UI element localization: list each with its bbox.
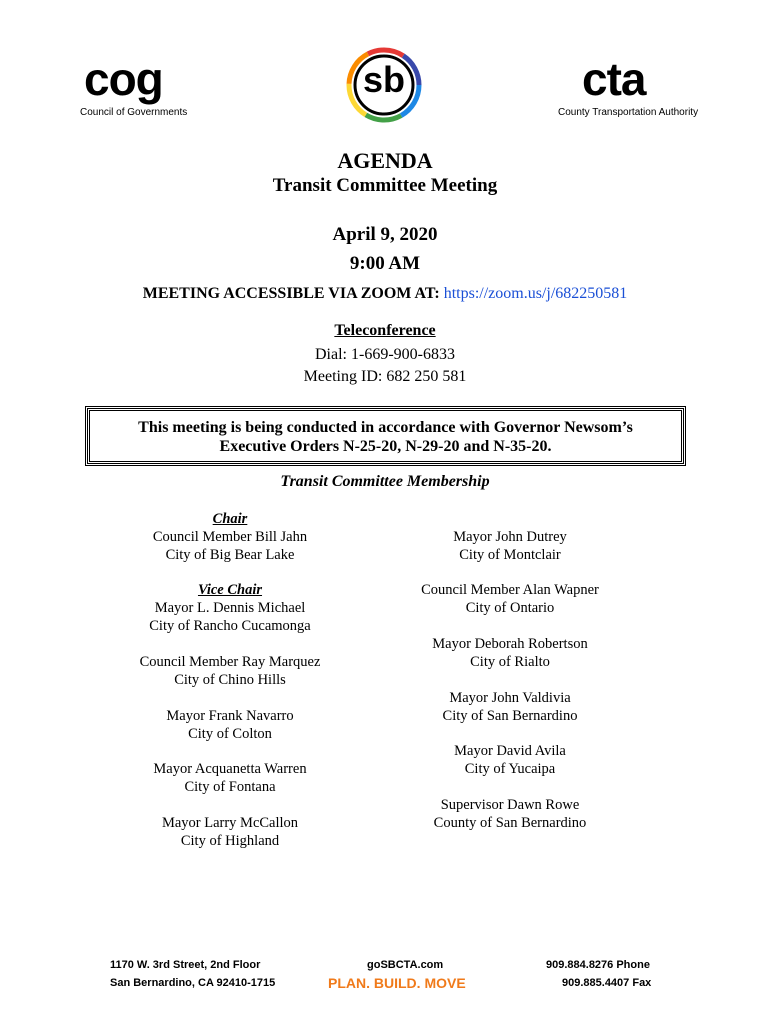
footer-phone: 909.884.8276 Phone <box>546 959 650 971</box>
member-city: City of Chino Hills <box>174 672 286 688</box>
member-city: City of Rancho Cucamonga <box>149 618 311 634</box>
member-name: Mayor Deborah Robertson <box>432 636 588 652</box>
teleconference-heading: Teleconference <box>334 322 436 339</box>
member-city: City of Yucaipa <box>464 761 556 777</box>
cog-logo-subtitle: Council of Governments <box>80 107 188 118</box>
member-entry <box>385 528 635 564</box>
zoom-access-label: MEETING ACCESSIBLE VIA ZOOM AT: <box>142 285 444 302</box>
meeting-time: 9:00 AM <box>349 253 421 274</box>
member-name: Mayor David Avila <box>454 743 566 759</box>
notice-line-1: This meeting is being conducted in accordance with Governor Newsom’s <box>138 419 633 436</box>
member-city: City of Big Bear Lake <box>165 547 295 563</box>
member-city: City of Fontana <box>184 779 276 795</box>
sbcta-logo-wordmark: sb <box>362 59 405 100</box>
member-name: Mayor Acquanetta Warren <box>153 761 307 777</box>
member-entry <box>385 635 635 671</box>
member-city: City of Montclair <box>459 547 561 563</box>
footer-slogan: PLAN. BUILD. MOVE <box>328 975 466 991</box>
member-entry <box>105 707 355 743</box>
agenda-title: AGENDA <box>337 148 433 173</box>
member-entry <box>385 689 635 725</box>
member-city: City of Rialto <box>470 654 550 670</box>
dial-number: Dial: 1-669-900-6833 <box>315 346 455 363</box>
footer-fax: 909.885.4407 Fax <box>562 977 652 989</box>
zoom-access-line <box>0 285 770 303</box>
member-entry <box>385 796 635 832</box>
cta-logo-wordmark: cta <box>582 53 646 105</box>
member-entry <box>105 653 355 689</box>
member-city: City of Colton <box>188 726 272 742</box>
member-city: City of Ontario <box>465 600 555 616</box>
footer-address-line-2: San Bernardino, CA 92410-1715 <box>110 977 276 989</box>
executive-order-notice <box>87 408 684 464</box>
member-entry <box>385 581 635 617</box>
role-label: Chair <box>212 511 248 527</box>
zoom-link[interactable]: https://zoom.us/j/682250581 <box>443 285 628 302</box>
footer-address-line-1: 1170 W. 3rd Street, 2nd Floor <box>110 959 261 971</box>
member-name: Mayor John Valdivia <box>449 690 571 706</box>
member-entry <box>105 760 355 796</box>
meeting-date: April 9, 2020 <box>332 224 438 245</box>
member-vice-chair <box>105 581 355 635</box>
member-name: Mayor John Dutrey <box>453 529 567 545</box>
member-city: City of San Bernardino <box>442 708 578 724</box>
member-entry <box>385 742 635 778</box>
member-name: Mayor Larry McCallon <box>161 815 299 831</box>
member-name: Supervisor Dawn Rowe <box>440 797 580 813</box>
meeting-name: Transit Committee Meeting <box>272 175 498 196</box>
member-chair <box>105 510 355 564</box>
member-name: Council Member Alan Wapner <box>421 582 599 598</box>
member-name: Council Member Bill Jahn <box>152 529 308 545</box>
member-entry <box>105 814 355 850</box>
member-city: County of San Bernardino <box>433 815 587 831</box>
role-label: Vice Chair <box>197 582 263 598</box>
membership-title: Transit Committee Membership <box>280 473 490 490</box>
notice-line-2: Executive Orders N-25-20, N-29-20 and N-35-20. <box>219 438 552 455</box>
footer-website[interactable]: goSBCTA.com <box>367 959 444 971</box>
member-name: Mayor L. Dennis Michael <box>154 600 306 616</box>
member-city: City of Highland <box>180 833 280 849</box>
member-name: Council Member Ray Marquez <box>139 654 321 670</box>
cog-logo-wordmark: cog <box>84 53 163 105</box>
member-name: Mayor Frank Navarro <box>166 708 294 724</box>
cta-logo-subtitle: County Transportation Authority <box>558 107 699 118</box>
meeting-id: Meeting ID: 682 250 581 <box>303 368 467 385</box>
